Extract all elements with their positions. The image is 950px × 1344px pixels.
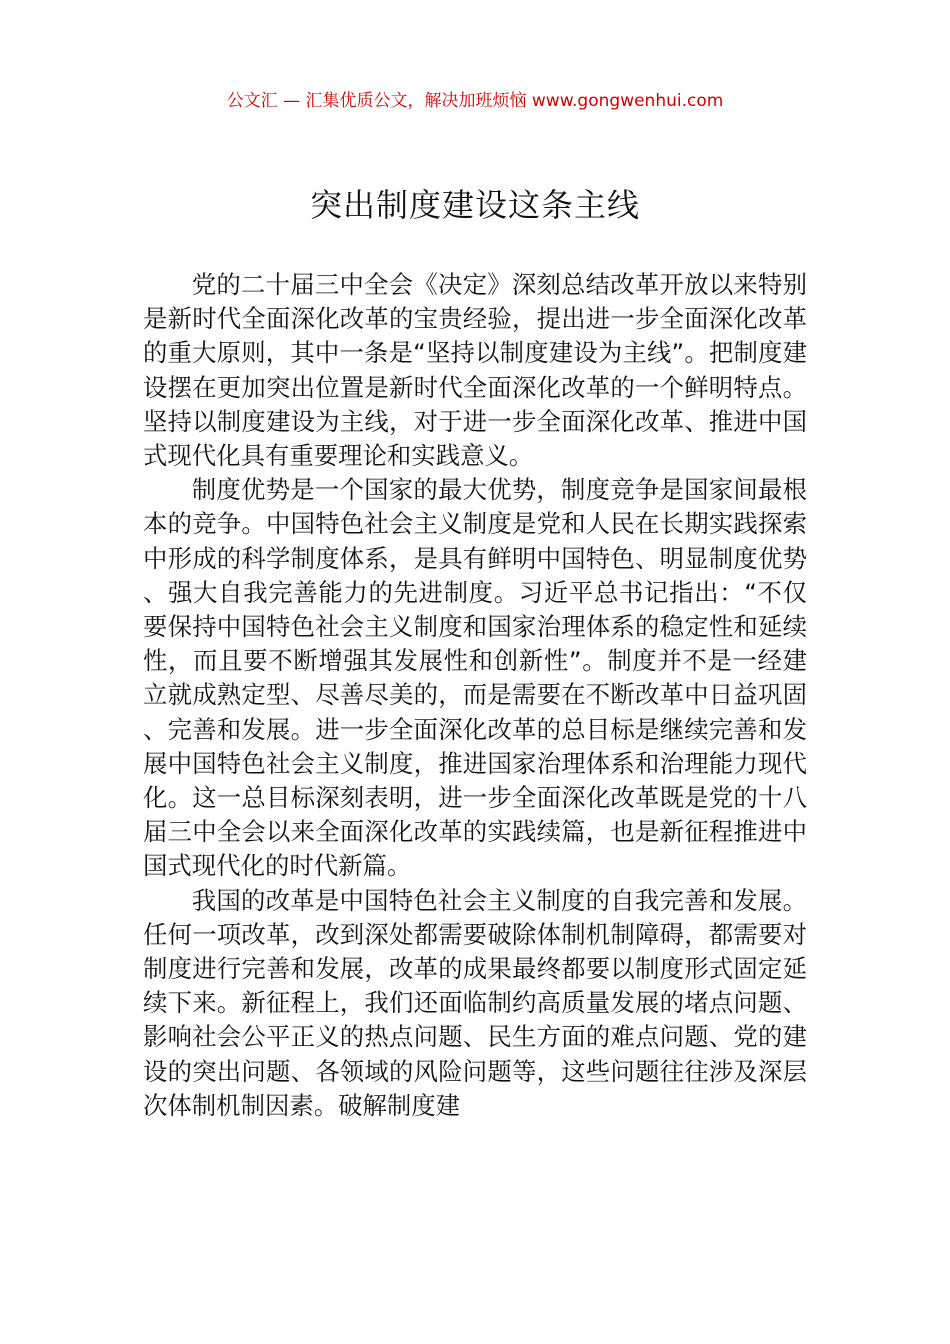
page-title: 突出制度建设这条主线 [309,186,640,224]
document-body [143,268,807,1123]
paragraph-1: 党的二十届三中全会《决定》深刻总结改革开放以来特别是新时代全面深化改革的宝贵经验，提出进一步全面深化改革的重大原则，其中一条是“坚持以制度建设为主线”。把制度建设摆在更加突出位置是新时代全面深化改革的一个鲜明特点。坚持以制度建设为主线，对于进一步全面深化改革、推进中国式现代化具有重要理论和实践意义。 [143,270,807,471]
paragraph-2: 制度优势是一个国家的最大优势，制度竞争是国家间最根本的竞争。中国特色社会主义制度是党和人民在长期实践探索中形成的科学制度体系，是具有鲜明中国特色、明显制度优势、强大自我完善能力的先进制度。习近平总书记指出：“不仅要保持中国特色社会主义制度和国家治理体系的稳定性和延续性，而且要不断增强其发展性和创新性”。制度并不是一经建立就成熟定型、尽善尽美的，而是需要在不断改革中日益巩固、完善和发展。进一步全面深化改革的总目标是继续完善和发展中国特色社会主义制度，推进国家治理体系和治理能力现代化。这一总目标深刻表明，进一步全面深化改革既是党的十八届三中全会以来全面深化改革的实践续篇，也是新征程推进中国式现代化的时代新篇。 [143,475,807,881]
watermark-header: 公文汇 — 汇集优质公文，解决加班烦恼 www.gongwenhui.com [226,91,724,111]
paragraph-3: 我国的改革是中国特色社会主义制度的自我完善和发展。任何一项改革，改到深处都需要破除体制机制障碍，都需要对制度进行完善和发展，改革的成果最终都要以制度形式固定延续下来。新征程上，我们还面临制约高质量发展的堵点问题、影响社会公平正义的热点问题、民生方面的难点问题、党的建设的突出问题、各领域的风险问题等，这些问题往往涉及深层次体制机制因素。破解制度建 [143,885,807,1120]
